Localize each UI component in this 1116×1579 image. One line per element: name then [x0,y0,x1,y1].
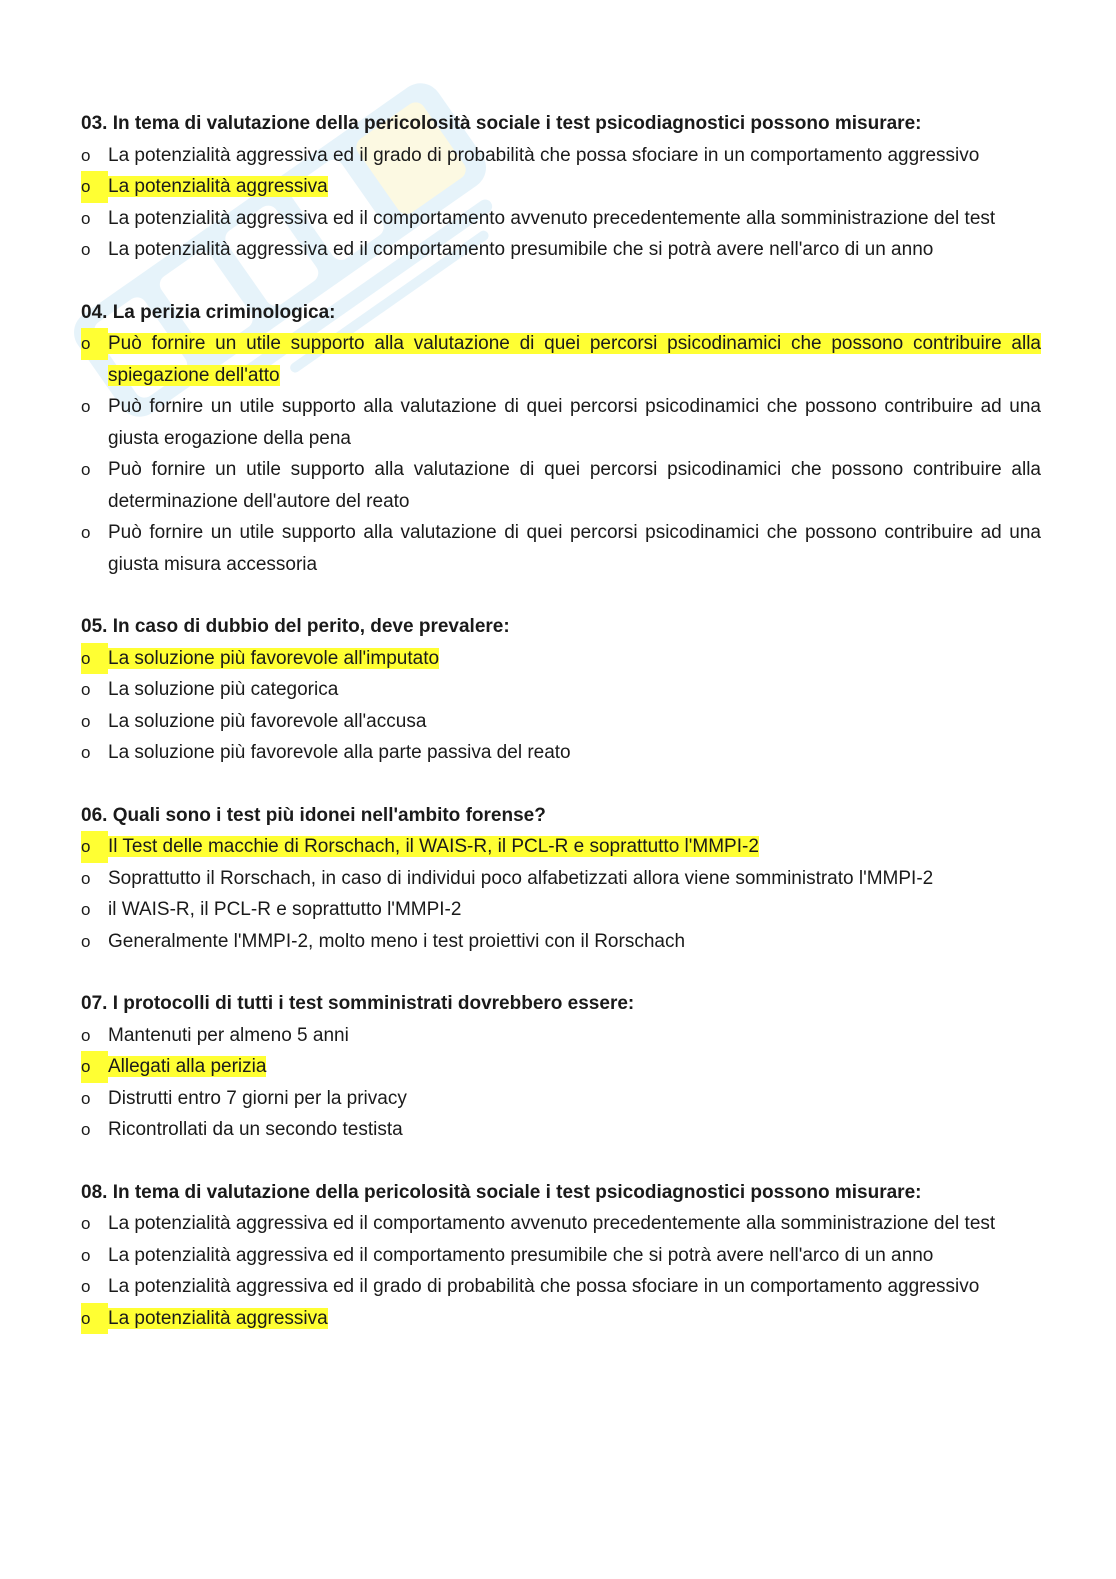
answer-text: La potenzialità aggressiva [108,1307,328,1329]
answer-option-correct [81,1051,1041,1083]
answer-option-correct [81,1303,1041,1335]
answer-text: La soluzione più favorevole alla parte passiva del reato [108,742,571,763]
bullet-circle-icon: o [81,1214,91,1233]
answer-text: Generalmente l'MMPI-2, molto meno i test proiettivi con il Rorschach [108,930,686,952]
answer-text: Soprattutto il Rorschach, in caso di individui poco alfabetizzati allora viene somministrato l'MMPI-2 [108,867,934,889]
question-05 [81,611,1041,769]
answer-text: La soluzione più categorica [108,679,339,700]
question-03 [81,108,1041,266]
question-06 [81,800,1041,958]
bullet-circle-icon: o [81,1277,91,1296]
bullet-circle-icon: o [81,1088,91,1108]
bullet-circle-icon: o [81,643,108,675]
answer-text: Distrutti entro 7 giorni per la privacy [108,1087,407,1109]
answer-option [81,1240,1041,1272]
answer-option-correct [81,328,1041,391]
answer-text: La potenzialità aggressiva ed il comportamento avvenuto precedentemente alla somministrazione del test [108,207,996,229]
question-title: 03. In tema di valutazione della pericolosità sociale i test psicodiagnostici possono misurare: [81,113,922,134]
question-title: 08. In tema di valutazione della pericolosità sociale i test psicodiagnostici possono misurare: [81,1181,922,1203]
answer-text: La soluzione più favorevole all'imputato [108,647,440,669]
bullet-circle-icon: o [81,397,91,416]
answer-text: La potenzialità aggressiva ed il comportamento presumibile che si potrà avere nell'arco di un anno [108,1244,934,1266]
answer-option [81,140,1041,172]
question-title: 07. I protocolli di tutti i test somministrati dovrebbero essere: [81,993,635,1014]
answer-text: Può fornire un utile supporto alla valutazione di quei percorsi psicodinamici che possono contribuire alla determinazione dell'autore del reato [108,459,1041,512]
question-title: 04. La perizia criminologica: [81,301,336,323]
bullet-circle-icon: o [81,743,91,762]
answer-option [81,1114,1041,1146]
quiz-document [81,108,1041,1365]
answer-text: La potenzialità aggressiva ed il grado di probabilità che possa sfociare in un comportamento aggressivo [108,1276,980,1297]
question-title: 05. In caso di dubbio del perito, deve prevalere: [81,616,510,637]
answer-option [81,737,1041,769]
bullet-circle-icon: o [81,460,91,479]
answer-option [81,454,1041,517]
answer-text: Allegati alla perizia [108,1056,267,1077]
question-08 [81,1177,1041,1335]
bullet-circle-icon: o [81,680,91,699]
bullet-circle-icon: o [81,240,91,259]
answer-text: La potenzialità aggressiva ed il comportamento presumibile che si potrà avere nell'arco di un anno [108,239,934,260]
answer-text: Può fornire un utile supporto alla valutazione di quei percorsi psicodinamici che possono contribuire ad una giusta erogazione della pena [108,396,1041,449]
bullet-circle-icon: o [81,711,91,731]
answer-option-correct [81,831,1041,863]
answer-text: Ricontrollati da un secondo testista [108,1119,403,1140]
answer-option [81,674,1041,706]
answer-text: Il Test delle macchie di Rorschach, il WAIS-R, il PCL-R e soprattutto l'MMPI-2 [108,836,759,857]
answer-text: La potenzialità aggressiva [108,176,328,197]
question-07 [81,988,1041,1146]
bullet-circle-icon: o [81,1245,91,1265]
answer-option [81,1208,1041,1240]
answer-option-correct [81,171,1041,203]
bullet-circle-icon: o [81,831,108,863]
answer-option-correct [81,643,1041,675]
bullet-circle-icon: o [81,145,91,165]
answer-option [81,1020,1041,1052]
question-title: 06. Quali sono i test più idonei nell'ambito forense? [81,804,546,826]
answer-option [81,706,1041,738]
answer-text: La potenzialità aggressiva ed il comportamento avvenuto precedentemente alla somministrazione del test [108,1213,996,1234]
bullet-circle-icon: o [81,1120,91,1139]
answer-option [81,391,1041,454]
answer-text: La soluzione più favorevole all'accusa [108,710,427,732]
answer-option [81,894,1041,926]
answer-option [81,1083,1041,1115]
answer-option [81,203,1041,235]
answer-text: Può fornire un utile supporto alla valutazione di quei percorsi psicodinamici che possono contribuire alla spiegazione dell'atto [108,333,1041,386]
answer-option [81,926,1041,958]
bullet-circle-icon: o [81,868,91,888]
answer-text: Mantenuti per almeno 5 anni [108,1024,349,1046]
bullet-circle-icon: o [81,328,108,360]
bullet-circle-icon: o [81,900,91,919]
question-04 [81,297,1041,581]
bullet-circle-icon: o [81,1303,108,1335]
bullet-circle-icon: o [81,1025,91,1045]
answer-option [81,863,1041,895]
bullet-circle-icon: o [81,1051,108,1083]
answer-option [81,1271,1041,1303]
bullet-circle-icon: o [81,523,91,542]
bullet-circle-icon: o [81,208,91,228]
bullet-circle-icon: o [81,171,108,203]
answer-text: La potenzialità aggressiva ed il grado di probabilità che possa sfociare in un comportamento aggressivo [108,144,980,166]
answer-option [81,234,1041,266]
answer-option [81,517,1041,580]
answer-text: il WAIS-R, il PCL-R e soprattutto l'MMPI-2 [108,899,462,920]
bullet-circle-icon: o [81,931,91,951]
answer-text: Può fornire un utile supporto alla valutazione di quei percorsi psicodinamici che possono contribuire ad una giusta misura accessoria [108,522,1041,575]
